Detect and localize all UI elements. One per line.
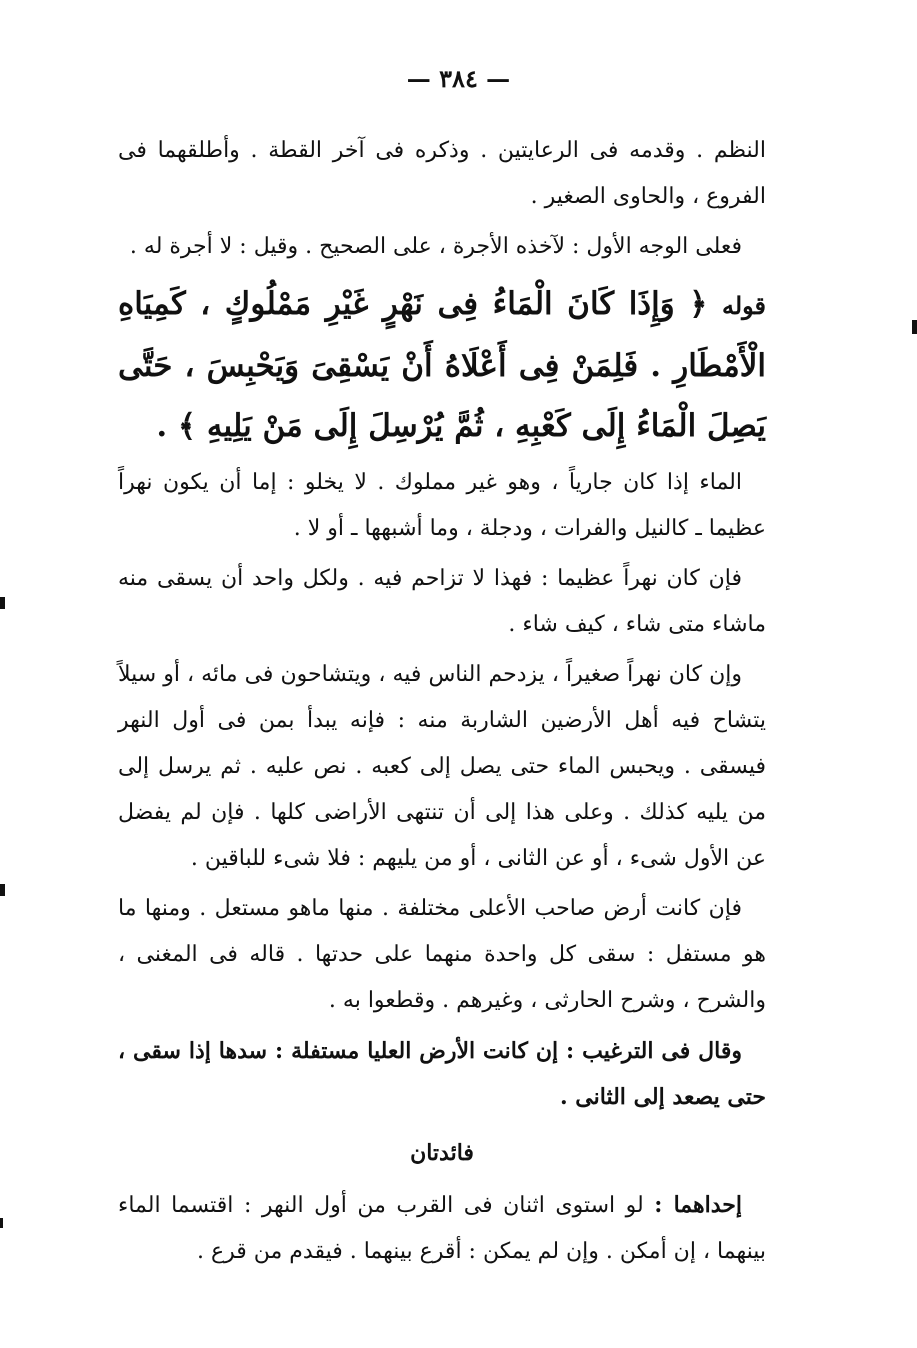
margin-mark bbox=[0, 597, 5, 609]
paragraph-8-label: إحداهما : bbox=[654, 1192, 742, 1218]
paragraph-2: فعلى الوجه الأول : لآخذه الأجرة ، على الصحيح . وقيل : لا أجرة له . bbox=[129, 234, 742, 259]
paragraph-8-text: لو استوى اثنان فى القرب من أول النهر : اقتسما الماء بينهما ، إن أمكن . وإن لم يمكن : أقرع بينهما . فيقدم من قرع . bbox=[118, 1193, 766, 1264]
margin-mark bbox=[0, 1218, 3, 1228]
page-number: — ٣٨٤ — bbox=[406, 64, 511, 93]
paragraph-5: وإن كان نهراً صغيراً ، يزدحم الناس فيه ، ويتشاحون فى مائه ، أو سيلاً يتشاح فيه أهل الأرضين الشاربة منه : فإنه يبدأ بمن فى أول النهر فيسقى . ويحبس الماء حتى يصل إلى كعبه . نص عليه . ثم يرسل إلى من يليه كذلك . وعلى هذا إلى أن تنتهى الأراضى كلها . فإن لم يفضل عن الأول شىء ، أو عن الثانى ، أو من يليهم : فلا شىء للباقين . bbox=[118, 662, 766, 871]
quoted-text-lead: قوله bbox=[721, 291, 767, 320]
margin-mark bbox=[912, 320, 917, 334]
paragraph-6: فإن كانت أرض صاحب الأعلى مختلفة . منها ماهو مستعل . ومنها ما هو مستفل : سقى كل واحدة منهما على حدتها . قاله فى المغنى ، والشرح ، وشرح الحارثى ، وغيرهم . وقطعوا به . bbox=[118, 896, 766, 1013]
page-body bbox=[118, 128, 766, 1279]
margin-mark bbox=[0, 884, 5, 896]
paragraph-7: وقال فى الترغيب : إن كانت الأرض العليا مستفلة : سدها إذا سقى ، حتى يصعد إلى الثانى . bbox=[118, 1038, 766, 1110]
paragraph-3: الماء إذا كان جارياً ، وهو غير مملوك . لا يخلو : إما أن يكون نهراً عظيما ـ كالنيل والفرات ، ودجلة ، وما أشبهها ـ أو لا . bbox=[118, 470, 766, 541]
paragraph-4: فإن كان نهراً عظيما : فهذا لا تزاحم فيه . ولكل واحد أن يسقى منه ماشاء متى شاء ، كيف شاء . bbox=[118, 566, 766, 637]
section-heading: فائدتان bbox=[410, 1140, 474, 1166]
quoted-text-body: ﴿ وَإِذَا كَانَ الْمَاءُ فِى نَهْرٍ غَيْرِ مَمْلُوكٍ ، كَمِيَاهِ الْأَمْطَارِ . فَلِمَنْ فِى أَعْلَاهُ أَنْ يَسْقِىَ وَيَحْبِسَ ، حَتَّى يَصِلَ الْمَاءُ إِلَى كَعْبِهِ ، ثُمَّ يُرْسِلَ إِلَى مَنْ يَلِيهِ ﴾ . bbox=[118, 286, 766, 444]
paragraph-1: النظم . وقدمه فى الرعايتين . وذكره فى آخر القطة . وأطلقهما فى الفروع ، والحاوى الصغير . bbox=[118, 138, 766, 209]
quoted-text bbox=[118, 274, 766, 456]
paragraph-8 bbox=[118, 1182, 766, 1275]
